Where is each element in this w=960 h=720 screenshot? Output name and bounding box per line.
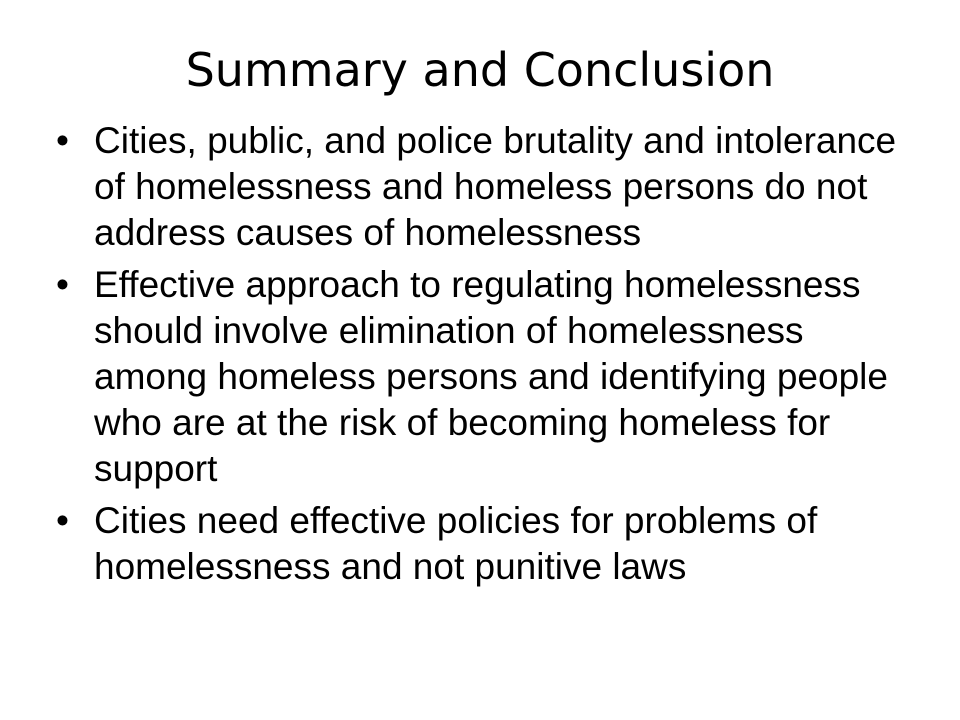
bullet-text: Effective approach to regulating homelessness should involve elimination of homelessness among homeless persons and identifying people who are at the risk of becoming homeless for support [94, 264, 888, 489]
bullet-item [56, 498, 916, 590]
bullet-item [56, 262, 916, 492]
bullet-dot-icon: • [56, 120, 69, 161]
bullet-dot-icon: • [56, 264, 69, 305]
slide-title: Summary and Conclusion [185, 43, 775, 97]
bullet-list [56, 118, 916, 596]
bullet-item [56, 118, 916, 256]
bullet-text: Cities need effective policies for problems of homelessness and not punitive laws [94, 500, 818, 587]
bullet-dot-icon: • [56, 500, 69, 541]
bullet-text: Cities, public, and police brutality and intolerance of homelessness and homeless persons do not address causes of homelessness [94, 120, 897, 253]
